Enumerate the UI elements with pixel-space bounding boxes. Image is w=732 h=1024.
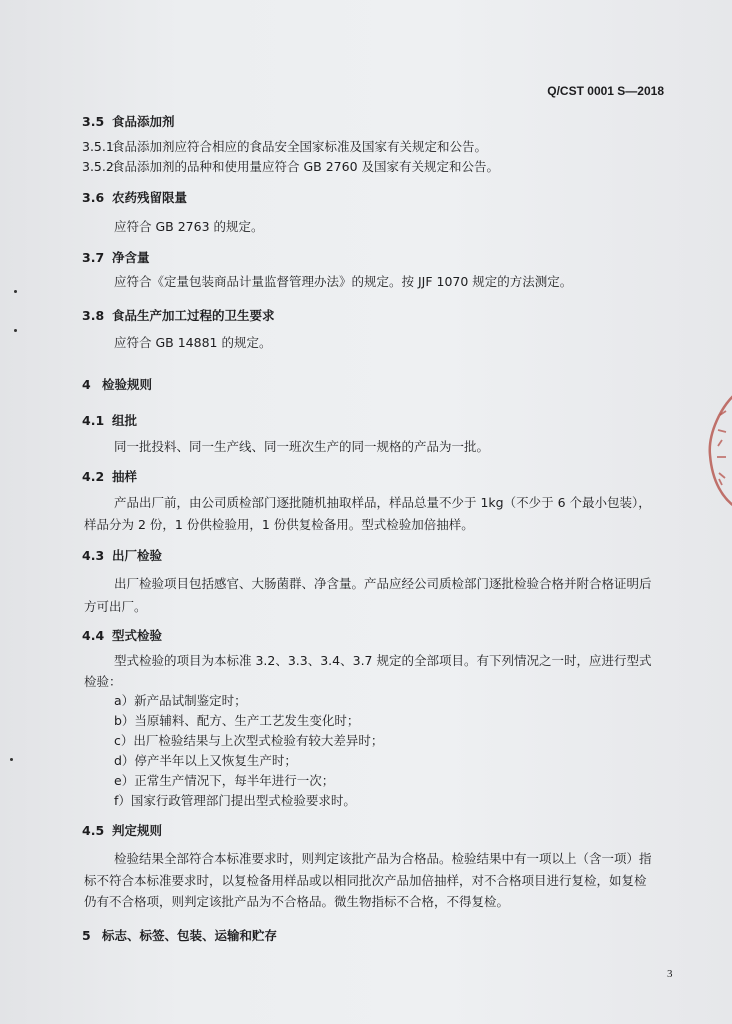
section-title: 出厂检验	[112, 548, 163, 563]
section-title: 组批	[112, 413, 138, 428]
section-5-heading	[82, 926, 277, 944]
list-item: b）当原辅料、配方、生产工艺发生变化时；	[114, 713, 360, 728]
section-4-4-line-1: 型式检验的项目为本标准 3.2、3.3、3.4、3.7 规定的全部项目。有下列情况之一时，应进行型式	[114, 653, 652, 668]
scan-speck	[10, 758, 13, 761]
section-4-3-heading	[82, 546, 162, 564]
section-4-4-line-2: 检验：	[84, 674, 122, 689]
section-title: 农药残留限量	[112, 190, 188, 205]
section-number: 4.2	[82, 469, 105, 484]
section-4-2-line-2: 样品分为 2 份，1 份供检验用，1 份供复检备用。型式检验加倍抽样。	[84, 517, 474, 532]
section-3-7-heading	[82, 248, 150, 266]
section-title: 抽样	[112, 469, 138, 484]
section-title: 型式检验	[112, 628, 163, 643]
scan-speck	[14, 290, 17, 293]
section-title: 食品生产加工过程的卫生要求	[112, 308, 275, 323]
section-number: 3.8	[82, 308, 105, 323]
section-number: 3.7	[82, 250, 105, 265]
section-4-5-line-1: 检验结果全部符合本标准要求时，则判定该批产品为合格品。检验结果中有一项以上（含一项）指	[114, 851, 652, 866]
section-title: 检验规则	[102, 377, 153, 392]
section-number: 3.5	[82, 114, 105, 129]
section-number: 4	[82, 377, 91, 392]
clause-number: 3.5.2	[82, 159, 114, 174]
section-4-2-heading	[82, 467, 137, 485]
section-4-5-heading	[82, 821, 162, 839]
section-3-7-text: 应符合《定量包装商品计量监督管理办法》的规定。按 JJF 1070 规定的方法测定。	[114, 274, 573, 289]
section-number: 3.6	[82, 190, 105, 205]
section-number: 4.5	[82, 823, 105, 838]
seal-stamp-fragment	[700, 385, 732, 515]
section-title: 判定规则	[112, 823, 163, 838]
section-title: 标志、标签、包装、运输和贮存	[102, 928, 278, 943]
section-4-3-line-2: 方可出厂。	[84, 599, 147, 614]
section-title: 净含量	[112, 250, 150, 265]
section-3-8-heading	[82, 306, 275, 324]
clause-text: 食品添加剂应符合相应的食品安全国家标准及国家有关规定和公告。	[112, 139, 488, 154]
section-3-5-heading	[82, 112, 175, 130]
section-number: 4.1	[82, 413, 105, 428]
section-3-6-heading	[82, 188, 187, 206]
clause-3-5-2	[82, 157, 499, 175]
list-item: d）停产半年以上又恢复生产时；	[114, 753, 297, 768]
clause-text: 食品添加剂的品种和使用量应符合 GB 2760 及国家有关规定和公告。	[112, 159, 499, 174]
clause-3-5-1	[82, 137, 487, 155]
section-4-1-heading	[82, 411, 137, 429]
section-4-3-line-1: 出厂检验项目包括感官、大肠菌群、净含量。产品应经公司质检部门逐批检验合格并附合格证明后	[114, 576, 652, 591]
section-number: 5	[82, 928, 91, 943]
clause-number: 3.5.1	[82, 139, 114, 154]
section-number: 4.4	[82, 628, 105, 643]
section-4-1-text: 同一批投料、同一生产线、同一班次生产的同一规格的产品为一批。	[114, 439, 490, 454]
section-title: 食品添加剂	[112, 114, 175, 129]
list-item: a）新产品试制鉴定时；	[114, 693, 247, 708]
list-item: f）国家行政管理部门提出型式检验要求时。	[114, 793, 356, 808]
section-4-heading	[82, 375, 152, 393]
section-3-6-text: 应符合 GB 2763 的规定。	[114, 219, 264, 234]
section-4-5-line-3: 仍有不合格项，则判定该批产品为不合格品。微生物指标不合格，不得复检。	[84, 894, 510, 909]
section-4-5-line-2: 标不符合本标准要求时，以复检备用样品或以相同批次产品加倍抽样，对不合格项目进行复检，如复检	[84, 873, 647, 888]
section-3-8-text: 应符合 GB 14881 的规定。	[114, 335, 272, 350]
section-4-2-line-1: 产品出厂前，由公司质检部门逐批随机抽取样品，样品总量不少于 1kg（不少于 6 个最小包装），	[114, 495, 651, 510]
scan-speck	[14, 329, 17, 332]
page-number: 3	[667, 968, 673, 980]
section-4-4-heading	[82, 626, 162, 644]
section-number: 4.3	[82, 548, 105, 563]
document-id: Q/CST 0001 S—2018	[547, 84, 664, 98]
list-item: e）正常生产情况下，每半年进行一次；	[114, 773, 335, 788]
list-item: c）出厂检验结果与上次型式检验有较大差异时；	[114, 733, 384, 748]
